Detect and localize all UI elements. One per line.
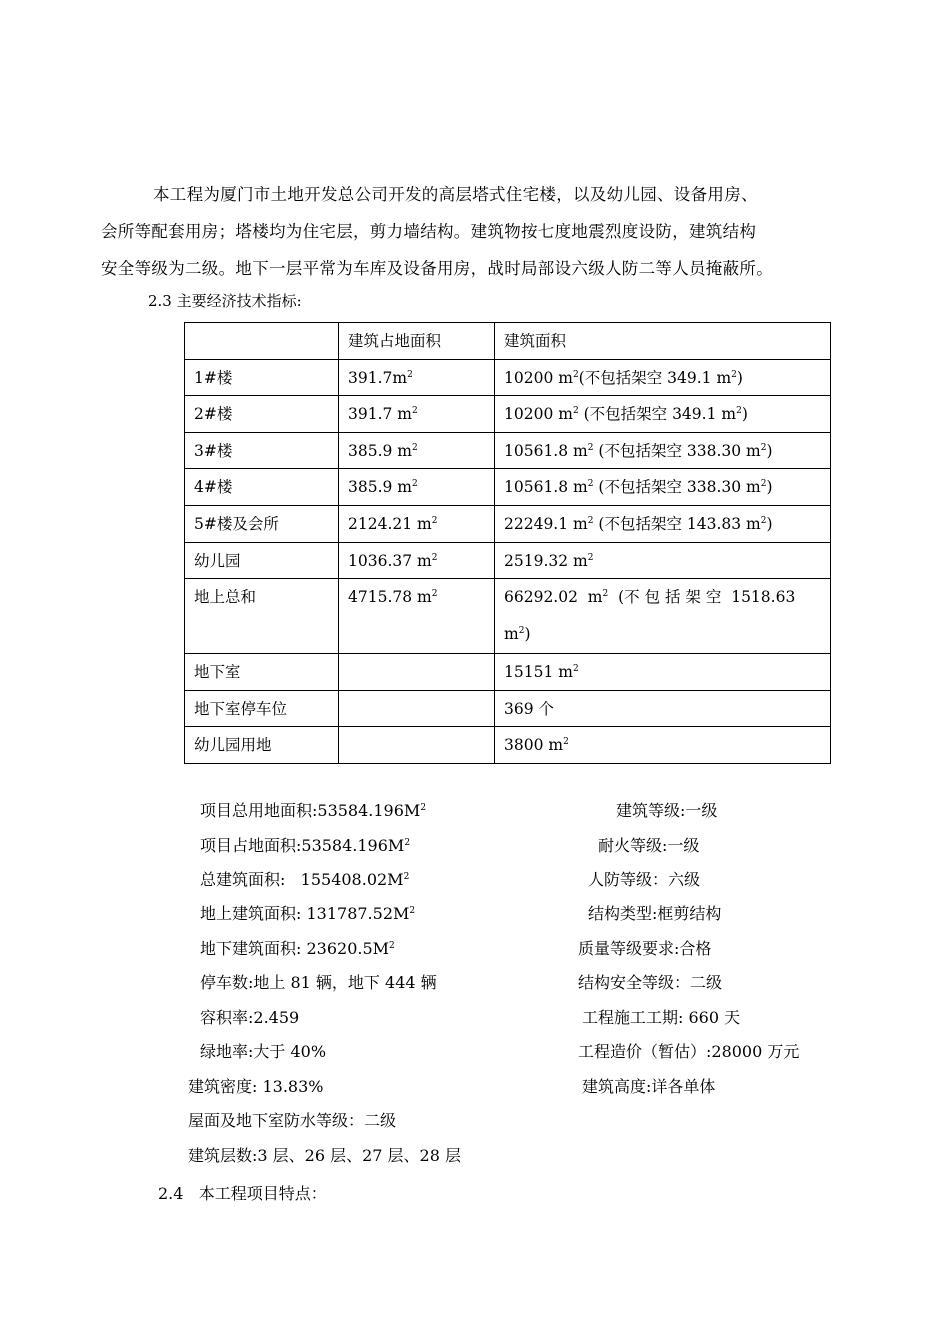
table-cell-name: 地下室 xyxy=(185,654,339,691)
area-value: 10200 m xyxy=(504,368,573,387)
area-note-unit: m xyxy=(504,625,519,644)
unit-sup: 2 xyxy=(412,442,418,453)
table-header-cell xyxy=(185,323,339,360)
tech-indicator-text: 建筑密度: 13.83% xyxy=(188,1077,324,1096)
area-value: 10561.8 m xyxy=(504,441,588,460)
unit-sup: 2 xyxy=(403,872,410,882)
table-cell-footprint xyxy=(339,432,495,469)
table-row-total xyxy=(185,579,831,654)
unit-sup: 2 xyxy=(518,626,525,637)
tech-indicator xyxy=(200,939,395,959)
table-header-cell: 建筑占地面积 xyxy=(339,323,495,360)
tech-indicator-text: 地上建筑面积: 131787.52M xyxy=(200,904,410,923)
tech-indicator xyxy=(200,870,409,890)
unit-sup: 2 xyxy=(760,442,767,453)
table-cell-footprint xyxy=(339,469,495,506)
table-row xyxy=(185,359,831,396)
table-cell-name: 4#楼 xyxy=(185,469,339,506)
table-cell-footprint xyxy=(339,690,495,727)
unit-sup: 2 xyxy=(409,906,416,916)
area-value: 22249.1 m xyxy=(504,514,588,533)
table-tail-body xyxy=(185,654,831,764)
table-cell-footprint xyxy=(339,542,495,579)
unit-sup: 2 xyxy=(572,406,579,417)
tech-indicator xyxy=(200,1008,299,1028)
table-row xyxy=(185,542,831,579)
tech-indicator: 工程施工工期: 660 天 xyxy=(582,1008,741,1027)
table-cell-footprint xyxy=(339,396,495,433)
tech-indicator xyxy=(188,1077,324,1097)
tech-indicator xyxy=(200,1042,326,1062)
table-cell-footprint xyxy=(339,579,495,654)
intro-line-3: 安全等级为二级。地下一层平常为车库及设备用房，战时局部设六级人防二等人员掩蔽所。 xyxy=(101,259,773,278)
tech-indicator xyxy=(200,836,410,856)
unit-sup: 2 xyxy=(572,664,579,675)
tech-indicator xyxy=(200,801,426,821)
table-cell-area xyxy=(495,505,831,542)
table-cell-area xyxy=(495,690,831,727)
area-note: (不包括架空 338.30 m xyxy=(593,441,761,460)
unit-sup: 2 xyxy=(731,369,737,380)
table-cell-name: 3#楼 xyxy=(185,432,339,469)
area-note-close: ) xyxy=(736,368,743,387)
table-cell-area xyxy=(495,654,831,691)
intro-line-2: 会所等配套用房；塔楼均为住宅层，剪力墙结构。建筑物按七度地震烈度设防，建筑结构 xyxy=(101,222,757,241)
tech-indicator: 结构类型:框剪结构 xyxy=(588,904,722,923)
tech-indicator-text: 绿地率:大于 40% xyxy=(200,1042,327,1061)
unit-sup: 2 xyxy=(412,479,418,490)
unit-sup: 2 xyxy=(587,552,594,563)
table-cell-footprint xyxy=(339,654,495,691)
area-note: (不包括架空 349.1 m xyxy=(578,405,737,424)
intro-line-1: 本工程为厦门市土地开发总公司开发的高层塔式住宅楼，以及幼儿园、设备用房、 xyxy=(153,185,758,204)
table-cell-name: 地下室停车位 xyxy=(185,690,339,727)
footprint-value: 385.9 m xyxy=(348,441,412,460)
table-cell-area xyxy=(495,727,831,764)
tech-indicator-text: 项目占地面积:53584.196M xyxy=(200,836,405,855)
area-value: 369 个 xyxy=(504,699,555,718)
section-2-4-heading: 2.4 本工程项目特点： xyxy=(158,1184,327,1203)
intro-paragraph xyxy=(101,176,873,287)
table-header-cell: 建筑面积 xyxy=(495,323,831,360)
area-value: 10561.8 m xyxy=(504,478,588,497)
area-value: 3800 m xyxy=(504,736,564,755)
table-cell-area xyxy=(495,359,831,396)
unit-sup: 2 xyxy=(389,941,395,951)
table-row xyxy=(185,469,831,506)
tech-indicator-text: 容积率:2.459 xyxy=(200,1008,300,1027)
area-note-close: ) xyxy=(766,478,773,497)
table-row xyxy=(185,654,831,691)
tech-indicator xyxy=(188,1111,396,1131)
area-note: (不包括架空 338.30 m xyxy=(593,478,761,497)
footprint-value: 385.9 m xyxy=(348,478,412,497)
footprint-value: 391.7 m xyxy=(348,405,412,424)
footprint-value: 4715.78 m xyxy=(348,588,432,607)
table-cell-name: 幼儿园 xyxy=(185,542,339,579)
table-row xyxy=(185,505,831,542)
indicator-table xyxy=(184,322,831,764)
area-value: 15151 m xyxy=(504,663,573,682)
tech-indicator xyxy=(200,904,415,924)
area-note: (不包括架空 143.83 m xyxy=(593,514,761,533)
unit-sup: 2 xyxy=(760,479,767,490)
table-cell-area xyxy=(495,432,831,469)
unit-sup: 2 xyxy=(587,442,594,453)
table-cell-footprint xyxy=(339,727,495,764)
table-row xyxy=(185,432,831,469)
table-cell-name: 幼儿园用地 xyxy=(185,727,339,764)
area-note-close: ) xyxy=(766,514,773,533)
table-cell-area xyxy=(495,579,831,654)
table-body xyxy=(185,359,831,579)
table-cell-name: 2#楼 xyxy=(185,396,339,433)
unit-sup: 2 xyxy=(407,369,413,380)
table-cell-area xyxy=(495,542,831,579)
table-cell-area xyxy=(495,469,831,506)
tech-indicator: 质量等级要求:合格 xyxy=(578,939,712,958)
unit-sup: 2 xyxy=(431,589,438,600)
table-header-row xyxy=(185,323,831,360)
table-row xyxy=(185,690,831,727)
table-cell-name: 1#楼 xyxy=(185,359,339,396)
tech-indicator-text: 停车数:地上 81 辆，地下 444 辆 xyxy=(200,973,437,992)
area-note-close: ) xyxy=(524,625,531,644)
tech-indicator xyxy=(200,973,437,993)
tech-indicator-text: 建筑层数:3 层、26 层、27 层、28 层 xyxy=(188,1146,461,1165)
unit-sup: 2 xyxy=(572,369,579,380)
tech-indicator-text: 项目总用地面积:53584.196M xyxy=(200,801,421,820)
unit-sup: 2 xyxy=(602,589,609,600)
footprint-value: 2124.21 m xyxy=(348,514,432,533)
unit-sup: 2 xyxy=(420,803,427,813)
tech-indicator: 人防等级：六级 xyxy=(588,870,701,889)
table-cell-name: 5#楼及会所 xyxy=(185,505,339,542)
unit-sup: 2 xyxy=(431,552,438,563)
tech-indicator-text: 总建筑面积: 155408.02M xyxy=(200,870,404,889)
area-value: 10200 m xyxy=(504,405,573,424)
unit-sup: 2 xyxy=(404,838,411,848)
tech-indicator-text: 地下建筑面积: 23620.5M xyxy=(200,939,390,958)
unit-sup: 2 xyxy=(431,515,438,526)
unit-sup: 2 xyxy=(736,406,742,417)
tech-indicator: 耐火等级:一级 xyxy=(598,836,700,855)
tech-indicator: 建筑高度:详各单体 xyxy=(582,1077,716,1096)
area-value: 66292.02 m xyxy=(504,588,603,607)
unit-sup: 2 xyxy=(412,406,418,417)
area-value: 2519.32 m xyxy=(504,551,588,570)
unit-sup: 2 xyxy=(760,515,767,526)
table-row xyxy=(185,396,831,433)
table-cell-name: 地上总和 xyxy=(185,579,339,654)
section-2-3-heading: 2.3 主要经济技术指标: xyxy=(148,292,302,310)
table-cell-footprint xyxy=(339,505,495,542)
area-note: (不包括架空 349.1 m xyxy=(578,368,732,387)
tech-indicator xyxy=(188,1146,461,1166)
area-note-close: ) xyxy=(766,441,773,460)
unit-sup: 2 xyxy=(587,479,594,490)
tech-indicator: 工程造价（暂估）:28000 万元 xyxy=(578,1042,800,1061)
footprint-value: 391.7m xyxy=(348,368,408,387)
area-note: (不 包 括 架 空 1518.63 xyxy=(608,588,796,607)
tech-indicator: 结构安全等级：二级 xyxy=(578,973,723,992)
table-cell-footprint xyxy=(339,359,495,396)
tech-indicator: 建筑等级:一级 xyxy=(616,801,718,820)
table-cell-area xyxy=(495,396,831,433)
table-row xyxy=(185,727,831,764)
unit-sup: 2 xyxy=(587,515,594,526)
footprint-value: 1036.37 m xyxy=(348,551,432,570)
tech-indicator-text: 屋面及地下室防水等级：二级 xyxy=(188,1111,397,1130)
area-note-close: ) xyxy=(741,405,748,424)
unit-sup: 2 xyxy=(563,737,569,748)
